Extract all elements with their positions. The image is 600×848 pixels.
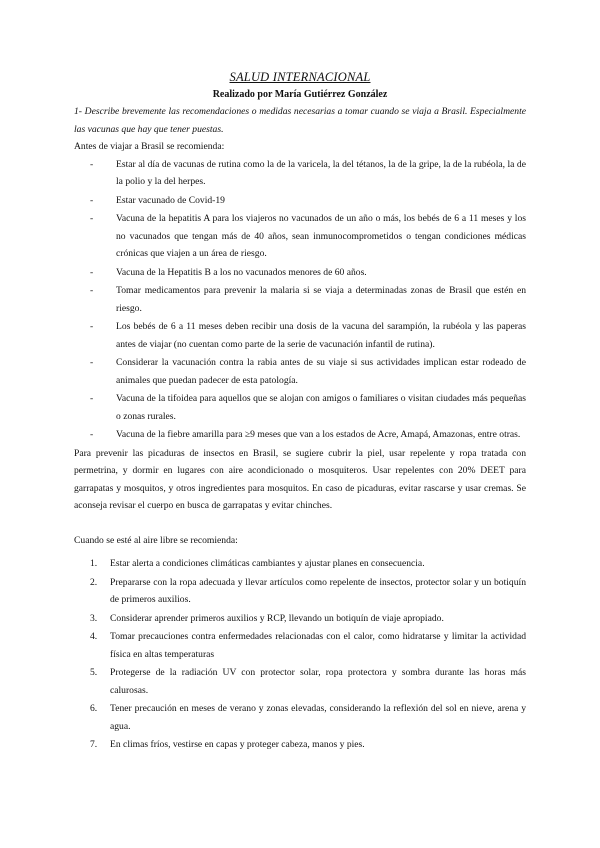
list-item-text: Considerar aprender primeros auxilios y RCP, llevando un botiquín de viaje apropiado. (110, 612, 444, 624)
list-item-text: Estar alerta a condiciones climáticas cambiantes y ajustar planes en consecuencia. (110, 558, 425, 569)
list-item-text: Protegerse de la radiación UV con protector solar, ropa protectora y sombra durante las horas más calurosas. (110, 667, 526, 696)
dash-bullet: - (90, 429, 94, 440)
list-item (74, 390, 526, 425)
list-item-text: Considerar la vacunación contra la rabia antes de su viaje si sus actividades implican estar rodeado de animales que puedan padecer de esta patología. (116, 357, 526, 386)
list-item (74, 664, 526, 699)
intro-before-travel: Antes de viajar a Brasil se recomienda: (74, 141, 225, 152)
list-item (74, 610, 526, 628)
list-number: 3. (90, 612, 98, 624)
dash-bullet: - (90, 158, 94, 170)
list-item (74, 736, 526, 754)
list-item-text: Tomar precauciones contra enfermedades relacionadas con el calor, como hidratarse y limitar la actividad física en altas temperaturas (110, 631, 526, 660)
list-item (74, 426, 526, 444)
list-number: 2. (90, 576, 98, 588)
list-item-text: Los bebés de 6 a 11 meses deben recibir una dosis de la vacuna del sarampión, la rubéola y las paperas antes de viajar (no cuentan como parte de la serie de vacunación infantil de rutina). (116, 321, 526, 350)
list-item (74, 555, 526, 573)
before-travel-list (74, 156, 526, 444)
list-item-text: En climas fríos, vestirse en capas y proteger cabeza, manos y pies. (110, 739, 365, 750)
paragraph-spacer (74, 515, 526, 532)
list-item (74, 264, 526, 282)
intro-outdoors: Cuando se esté al aire libre se recomienda: (74, 534, 238, 546)
list-item (74, 354, 526, 389)
list-number: 1. (90, 558, 98, 569)
dash-bullet: - (90, 285, 94, 296)
dash-bullet: - (90, 266, 94, 278)
list-item (74, 628, 526, 663)
list-number: 5. (90, 667, 98, 678)
list-item-text: Tomar medicamentos para prevenir la malaria si se viaja a determinadas zonas de Brasil que estén en riesgo. (116, 285, 526, 314)
list-item (74, 282, 526, 317)
dash-bullet: - (90, 321, 94, 332)
insects-paragraph: Para prevenir las picaduras de insectos en Brasil, se sugiere cubrir la piel, usar repelente y ropa tratada con permetrina, y dormir en lugares con aire acondicionado o mosquiteros. Usar repelentes con 20% DEET para garrapatas y mosquitos, y otros ingredientes para mosquitos. En caso de picaduras, evitar rascarse y usar cremas. Se aconseja revisar el cuerpo en busca de garrapatas y evitar chinches. (74, 447, 526, 511)
list-number: 4. (90, 631, 98, 642)
list-item-text: Vacuna de la hepatitis A para los viajeros no vacunados de un año o más, los bebés de 6 a 11 meses y los no vacunados que tengan más de 40 años, sean inmunocomprometidos o tengan condiciones médicas crónicas que viajen a un área de riesgo. (116, 213, 526, 259)
list-item (74, 210, 526, 263)
list-item-text: Vacuna de la tifoidea para aquellos que se alojan con amigos o familiares o visitan ciudades más pequeñas o zonas rurales. (116, 393, 526, 422)
list-item (74, 700, 526, 735)
list-item (74, 574, 526, 609)
list-item-text: Vacuna de la Hepatitis B a los no vacunados menores de 60 años. (116, 266, 367, 278)
list-item-text: Estar al día de vacunas de rutina como la de la varicela, la del tétanos, la de la gripe, la de la rubéola, la de la polio y la del herpes. (116, 158, 526, 187)
document-title: SALUD INTERNACIONAL (229, 70, 371, 84)
list-item-text: Vacuna de la fiebre amarilla para ≥9 meses que van a los estados de Acre, Amapá, Amazonas, entre otras. (116, 429, 521, 440)
outdoor-list (74, 555, 526, 754)
dash-bullet: - (90, 393, 94, 404)
list-item (74, 318, 526, 353)
list-item (74, 156, 526, 191)
list-item (74, 192, 526, 210)
dash-bullet: - (90, 194, 94, 206)
list-number: 7. (90, 739, 98, 750)
list-item-text: Tener precaución en meses de verano y zonas elevadas, considerando la reflexión del sol en nieve, arena y agua. (110, 703, 526, 732)
list-item-text: Estar vacunado de Covid-19 (116, 194, 225, 206)
dash-bullet: - (90, 213, 94, 224)
dash-bullet: - (90, 357, 94, 368)
list-number: 6. (90, 703, 98, 714)
list-item-text: Prepararse con la ropa adecuada y llevar artículos como repelente de insectos, protector solar y un botiquín de primeros auxilios. (110, 576, 526, 605)
question-text: 1- Describe brevemente las recomendaciones o medidas necesarias a tomar cuando se viaja a Brasil. Especialmente las vacunas que hay que tener puestas. (74, 106, 526, 135)
document-author: Realizado por María Gutiérrez González (212, 89, 388, 100)
